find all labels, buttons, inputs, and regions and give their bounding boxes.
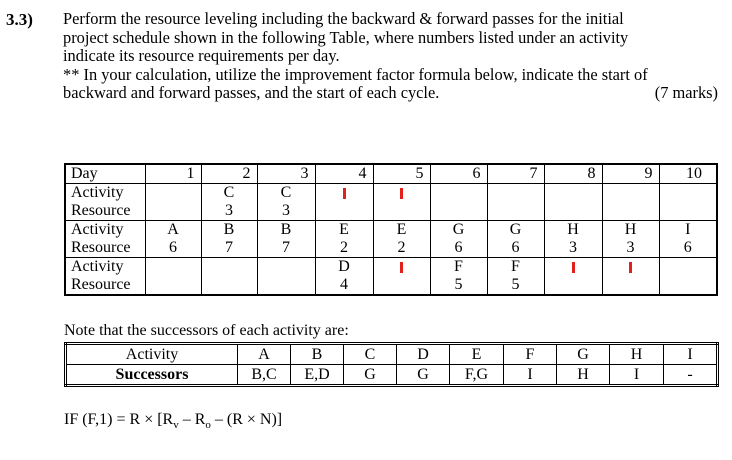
activity-cell: H [544, 221, 602, 240]
resource-cell [602, 276, 659, 295]
activity-cell [487, 184, 544, 203]
activity-cell [544, 258, 602, 277]
red-dash-mark [572, 262, 575, 273]
question-line-3: indicate its resource requirements per day. [63, 46, 340, 66]
schedule-table [64, 163, 718, 296]
activity-cell [315, 184, 373, 203]
formula-prefix: IF (F,1) = R × [R [64, 411, 174, 428]
formula-sub-o: o [205, 419, 211, 432]
activity-cell: D [315, 258, 373, 277]
activity-cell [602, 184, 659, 203]
resource-cell [544, 276, 602, 295]
activity-label: Activity [65, 221, 145, 240]
activity-cell [145, 184, 201, 203]
red-dash-mark [343, 188, 346, 199]
activity-cell: H [602, 221, 659, 240]
day-3: 3 [257, 164, 315, 184]
activity-cell: G [487, 221, 544, 240]
activity-cell: E [373, 221, 430, 240]
question-text [63, 10, 718, 103]
red-dash-mark [400, 262, 403, 273]
activity-cell: I [659, 221, 717, 240]
resource-cell [315, 202, 373, 221]
resource-cell: 6 [659, 239, 717, 258]
resource-cell [145, 202, 201, 221]
successor-value: H [557, 365, 610, 386]
resource-cell: 6 [145, 239, 201, 258]
question-line-2: project schedule shown in the following Table, where numbers listed under an activity [63, 27, 629, 47]
activity-cell: E [315, 221, 373, 240]
resource-cell: 3 [602, 239, 659, 258]
resource-cell [257, 276, 315, 295]
marks: (7 marks) [654, 83, 718, 103]
resource-cell [659, 202, 717, 221]
resource-label: Resource [65, 239, 145, 258]
successor-value: G [397, 365, 450, 386]
activity-cell [201, 258, 257, 277]
successor-value: G [344, 365, 397, 386]
successors-note: Note that the successors of each activity are: [64, 322, 349, 339]
activity-cell [659, 184, 717, 203]
resource-cell: 6 [487, 239, 544, 258]
activity-cell [544, 184, 602, 203]
activity-cell: B [201, 221, 257, 240]
activity-cell [430, 184, 487, 203]
resource-cell: 3 [201, 202, 257, 221]
resource-cell [659, 276, 717, 295]
resource-cell [373, 276, 430, 295]
successor-value: I [610, 365, 664, 386]
successor-activity-H: H [610, 344, 664, 365]
successor-value: B,C [238, 365, 291, 386]
activity-cell [373, 258, 430, 277]
successor-activity-I: I [664, 344, 718, 365]
resource-cell: 3 [257, 202, 315, 221]
successor-activity-G: G [557, 344, 610, 365]
day-label: Day [65, 164, 145, 184]
day-4: 4 [315, 164, 373, 184]
question-line-5 [63, 84, 718, 103]
day-6: 6 [430, 164, 487, 184]
activity-header: Activity [66, 344, 238, 365]
day-10: 10 [659, 164, 717, 184]
resource-cell [373, 202, 430, 221]
resource-cell [145, 276, 201, 295]
successor-value: - [664, 365, 718, 386]
resource-cell: 3 [544, 239, 602, 258]
successor-value: I [504, 365, 557, 386]
activity-cell: F [487, 258, 544, 277]
resource-cell [487, 202, 544, 221]
activity-cell: F [430, 258, 487, 277]
successor-value: F,G [450, 365, 504, 386]
formula-sub-v: v [173, 419, 179, 432]
successor-activity-D: D [397, 344, 450, 365]
activity-cell: A [145, 221, 201, 240]
successor-activity-A: A [238, 344, 291, 365]
resource-cell: 4 [315, 276, 373, 295]
red-dash-mark [400, 188, 403, 199]
activity-label: Activity [65, 184, 145, 203]
day-1: 1 [145, 164, 201, 184]
resource-cell: 6 [430, 239, 487, 258]
question-line-4: ** In your calculation, utilize the improvement factor formula below, indicate the start of [63, 64, 648, 84]
formula-suffix: – (R × N)] [210, 411, 283, 428]
successor-activity-E: E [450, 344, 504, 365]
successor-activity-B: B [291, 344, 344, 365]
activity-cell [659, 258, 717, 277]
successors-header: Successors [115, 366, 189, 383]
resource-cell: 7 [257, 239, 315, 258]
resource-label: Resource [65, 202, 145, 221]
resource-cell [544, 202, 602, 221]
question-last-line: backward and forward passes, and the start of each cycle. [63, 83, 440, 103]
improvement-factor-formula [64, 411, 282, 431]
day-9: 9 [602, 164, 659, 184]
resource-cell: 5 [430, 276, 487, 295]
day-8: 8 [544, 164, 602, 184]
resource-cell [201, 276, 257, 295]
question-number: 3.3) [6, 10, 33, 29]
red-dash-mark [629, 262, 632, 273]
activity-cell: B [257, 221, 315, 240]
resource-cell: 7 [201, 239, 257, 258]
activity-label: Activity [65, 258, 145, 277]
question-line-1: Perform the resource leveling including the backward & forward passes for the initial [63, 9, 624, 28]
day-2: 2 [201, 164, 257, 184]
formula-mid: – R [178, 411, 206, 428]
resource-label: Resource [65, 276, 145, 295]
successor-activity-C: C [344, 344, 397, 365]
resource-cell [430, 202, 487, 221]
activity-cell: C [257, 184, 315, 203]
successor-activity-F: F [504, 344, 557, 365]
resource-cell: 5 [487, 276, 544, 295]
activity-cell [373, 184, 430, 203]
activity-cell [257, 258, 315, 277]
activity-cell: G [430, 221, 487, 240]
resource-cell: 2 [373, 239, 430, 258]
activity-cell [145, 258, 201, 277]
resource-cell [602, 202, 659, 221]
activity-cell [602, 258, 659, 277]
day-7: 7 [487, 164, 544, 184]
day-5: 5 [373, 164, 430, 184]
successors-table [64, 342, 719, 387]
activity-cell: C [201, 184, 257, 203]
successor-value: E,D [291, 365, 344, 386]
resource-cell: 2 [315, 239, 373, 258]
